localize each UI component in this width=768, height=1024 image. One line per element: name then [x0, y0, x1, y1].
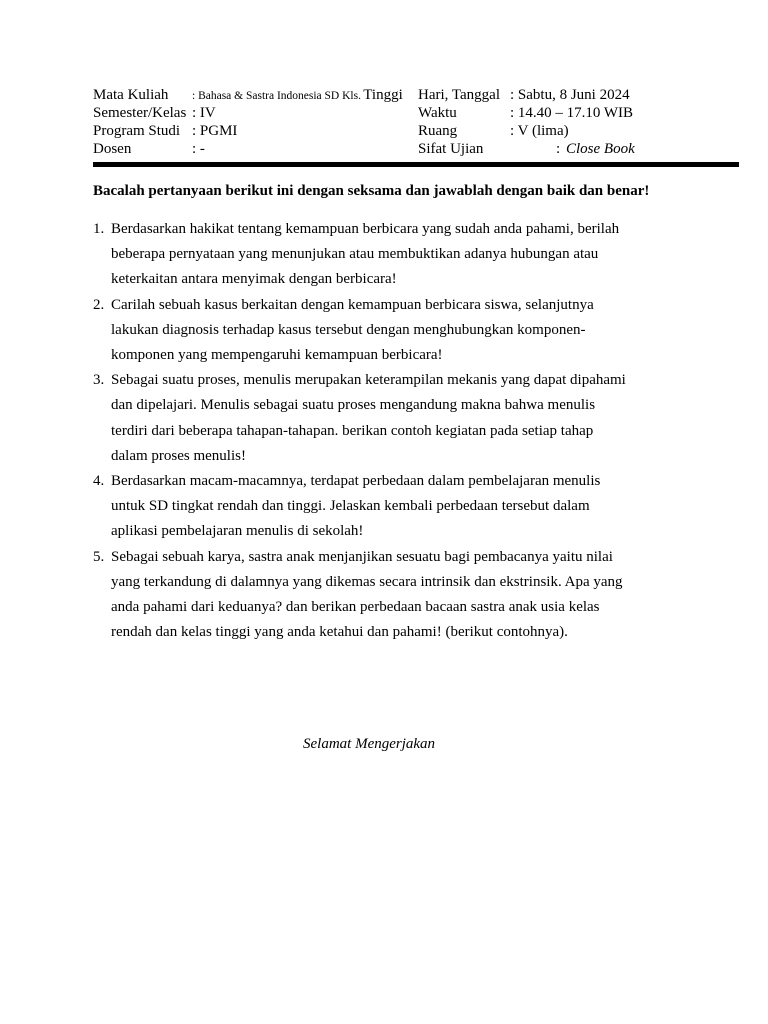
question-number: 5.: [93, 548, 105, 565]
question-text-line: komponen yang mempengaruhi kemampuan berbicara!: [111, 347, 443, 364]
question-item: [93, 293, 653, 369]
closing-text: Selamat Mengerjakan: [303, 736, 436, 752]
question-text-line: rendah dan kelas tinggi yang anda ketahui dan pahami! (berikut contohnya).: [111, 624, 568, 641]
time-label: Waktu: [418, 105, 457, 121]
question-item: [93, 368, 653, 469]
exam-type-label: Sifat Ujian: [418, 141, 484, 157]
question-text-line: aplikasi pembelajaran menulis di sekolah!: [111, 523, 364, 540]
course-name: : Bahasa & Sastra Indonesia SD Kls.: [192, 90, 361, 102]
question-text-line: dalam proses menulis!: [111, 447, 246, 464]
semester-label: Semester/Kelas: [93, 105, 187, 121]
question-text-line: terdiri dari beberapa tahapan-tahapan. berikan contoh kegiatan pada setiap tahap: [111, 422, 594, 439]
question-item: [93, 217, 653, 293]
room-label: Ruang: [418, 123, 458, 139]
lecturer-label: Dosen: [93, 141, 132, 157]
question-item: [93, 469, 653, 545]
program-label: Program Studi: [93, 123, 181, 139]
time-value: : 14.40 – 17.10 WIB: [510, 105, 634, 121]
room-value: : V (lima): [510, 123, 569, 139]
question-item: [93, 545, 653, 646]
question-text-line: keterkaitan antara menyimak dengan berbicara!: [111, 271, 397, 288]
exam-type-value: Close Book: [566, 141, 635, 157]
question-text-line: lakukan diagnosis terhadap kasus tersebut dengan menghubungkan komponen-: [111, 321, 586, 338]
question-list: [93, 217, 653, 645]
question-text-line: anda pahami dari keduanya? dan berikan perbedaan bacaan sastra anak usia kelas: [111, 599, 600, 616]
question-text-line: beberapa pernyataan yang menunjukan atau membuktikan adanya hubungan atau: [111, 246, 599, 263]
question-text-line: untuk SD tingkat rendah dan tinggi. Jelaskan kembali perbedaan tersebut dalam: [111, 498, 590, 515]
question-number: 1.: [93, 221, 105, 237]
question-text-line: yang terkandung di dalamnya yang dikemas secara intrinsik dan ekstrinsik. Apa yang: [111, 573, 623, 590]
instruction-text: Bacalah pertanyaan berikut ini dengan seksama dan jawablah dengan baik dan benar!: [93, 183, 650, 199]
course-name-small: Tinggi: [363, 87, 403, 103]
question-text-line: Sebagai sebuah karya, sastra anak menjanjikan sesuatu bagi pembacanya yaitu nilai: [111, 548, 613, 565]
program-value: : PGMI: [192, 123, 238, 139]
date-value: : Sabtu, 8 Juni 2024: [510, 87, 630, 103]
course-label: Mata Kuliah: [93, 87, 169, 103]
course-value: [192, 86, 403, 105]
question-number: 2.: [93, 296, 105, 313]
question-text-line: Berdasarkan macam-macamnya, terdapat perbedaan dalam pembelajaran menulis: [111, 473, 601, 490]
question-text-line: Carilah sebuah kasus berkaitan dengan kemampuan berbicara siswa, selanjutnya: [111, 296, 594, 313]
semester-value: : IV: [192, 105, 216, 121]
exam-type-colon: :: [556, 141, 561, 157]
lecturer-value: : -: [192, 141, 205, 157]
question-text-line: Berdasarkan hakikat tentang kemampuan berbicara yang sudah anda pahami, berilah: [111, 221, 620, 237]
question-text-line: Sebagai suatu proses, menulis merupakan keterampilan mekanis yang dapat dipahami: [111, 372, 626, 389]
date-label: Hari, Tanggal: [418, 87, 500, 103]
header-divider: [93, 162, 739, 167]
question-text-line: dan dipelajari. Menulis sebagai suatu proses mengandung makna bahwa menulis: [111, 397, 596, 414]
question-number: 4.: [93, 473, 105, 490]
question-number: 3.: [93, 372, 105, 389]
